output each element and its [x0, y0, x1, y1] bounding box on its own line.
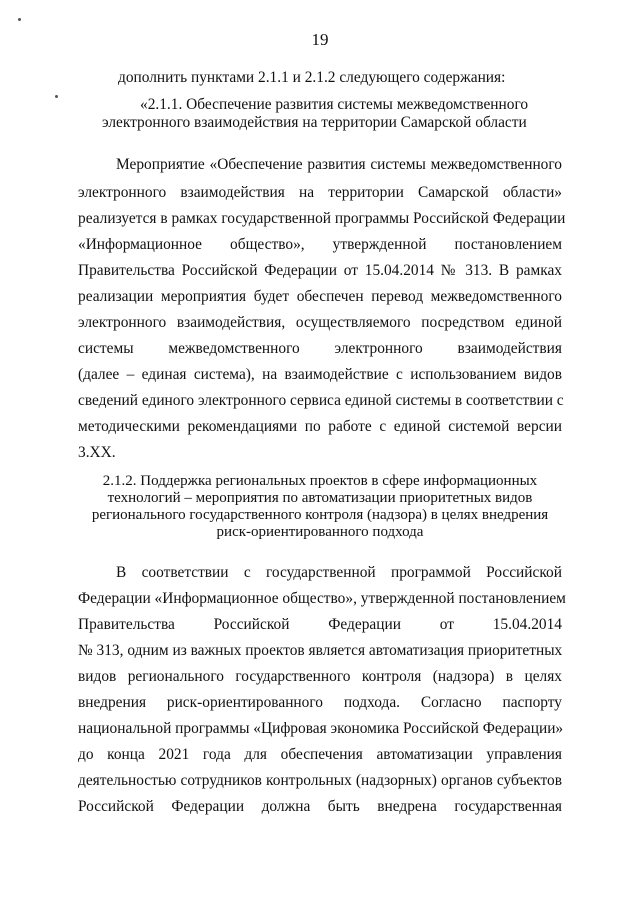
paragraph-line: Федерации «Информационное общество», утвержденной постановлением	[78, 590, 566, 607]
paragraph-line: В соответствии с государственной программой Российской	[116, 564, 562, 581]
paragraph-line: системы межведомственного электронного взаимодействия	[78, 340, 562, 357]
paragraph-line: «Информационное общество», утвержденной постановлением	[78, 236, 562, 253]
section-heading-line: технологий – мероприятия по автоматизации приоритетных видов	[107, 490, 533, 506]
intro-text: дополнить пунктами 2.1.1 и 2.1.2 следующего содержания:	[118, 69, 506, 86]
section-heading-line: «2.1.1. Обеспечение развития системы межведомственного	[140, 96, 529, 113]
paragraph-line: (далее – единая система), на взаимодействие с использованием видов	[78, 366, 562, 383]
scan-speck	[18, 18, 21, 21]
paragraph-line: национальной программы «Цифровая экономика Российской Федерации»	[78, 720, 564, 737]
paragraph-line: деятельностью сотрудников контрольных (надзорных) органов субъектов	[78, 772, 562, 789]
paragraph-line: реализации мероприятия будет обеспечен перевод межведомственного	[78, 288, 562, 305]
paragraph-line: Мероприятие «Обеспечение развития системы межведомственного	[116, 156, 562, 173]
paragraph-line: методическими рекомендациями по работе с единой системой версии	[78, 418, 562, 435]
paragraph-line: электронного взаимодействия, осуществляемого посредством единой	[78, 314, 562, 331]
paragraph-line: реализуется в рамках государственной программы Российской Федерации	[78, 210, 566, 227]
paragraph-line: внедрения риск-ориентированного подхода. Согласно паспорту	[78, 694, 562, 711]
paragraph-line: Российской Федерации должна быть внедрена государственная	[78, 798, 562, 815]
page-number: 19	[311, 30, 329, 49]
scan-speck	[55, 95, 58, 98]
paragraph-line: Правительства Российской Федерации от 15.04.2014 № 313. В рамках	[78, 262, 562, 279]
section-heading-line: электронного взаимодействия на территории Самарской области	[102, 114, 527, 131]
paragraph-line: Правительства Российской Федерации от 15.04.2014	[78, 616, 562, 633]
section-heading-line: риск-ориентированного подхода	[216, 524, 424, 540]
paragraph-line: 3.ХХ.	[78, 444, 116, 461]
paragraph-line: видов регионального государственного контроля (надзора) в целях	[78, 668, 562, 685]
paragraph-line: № 313, одним из важных проектов является автоматизация приоритетных	[78, 642, 563, 659]
paragraph-line: электронного взаимодействия на территории Самарской области»	[78, 184, 562, 201]
paragraph-line: сведений единого электронного сервиса единой системы в соответствии с	[78, 392, 564, 409]
section-heading-line: 2.1.2. Поддержка региональных проектов в сфере информационных	[102, 473, 538, 489]
paragraph-line: до конца 2021 года для обеспечения автоматизации управления	[78, 746, 562, 763]
section-heading-line: регионального государственного контроля (надзора) в целях внедрения	[91, 507, 549, 523]
